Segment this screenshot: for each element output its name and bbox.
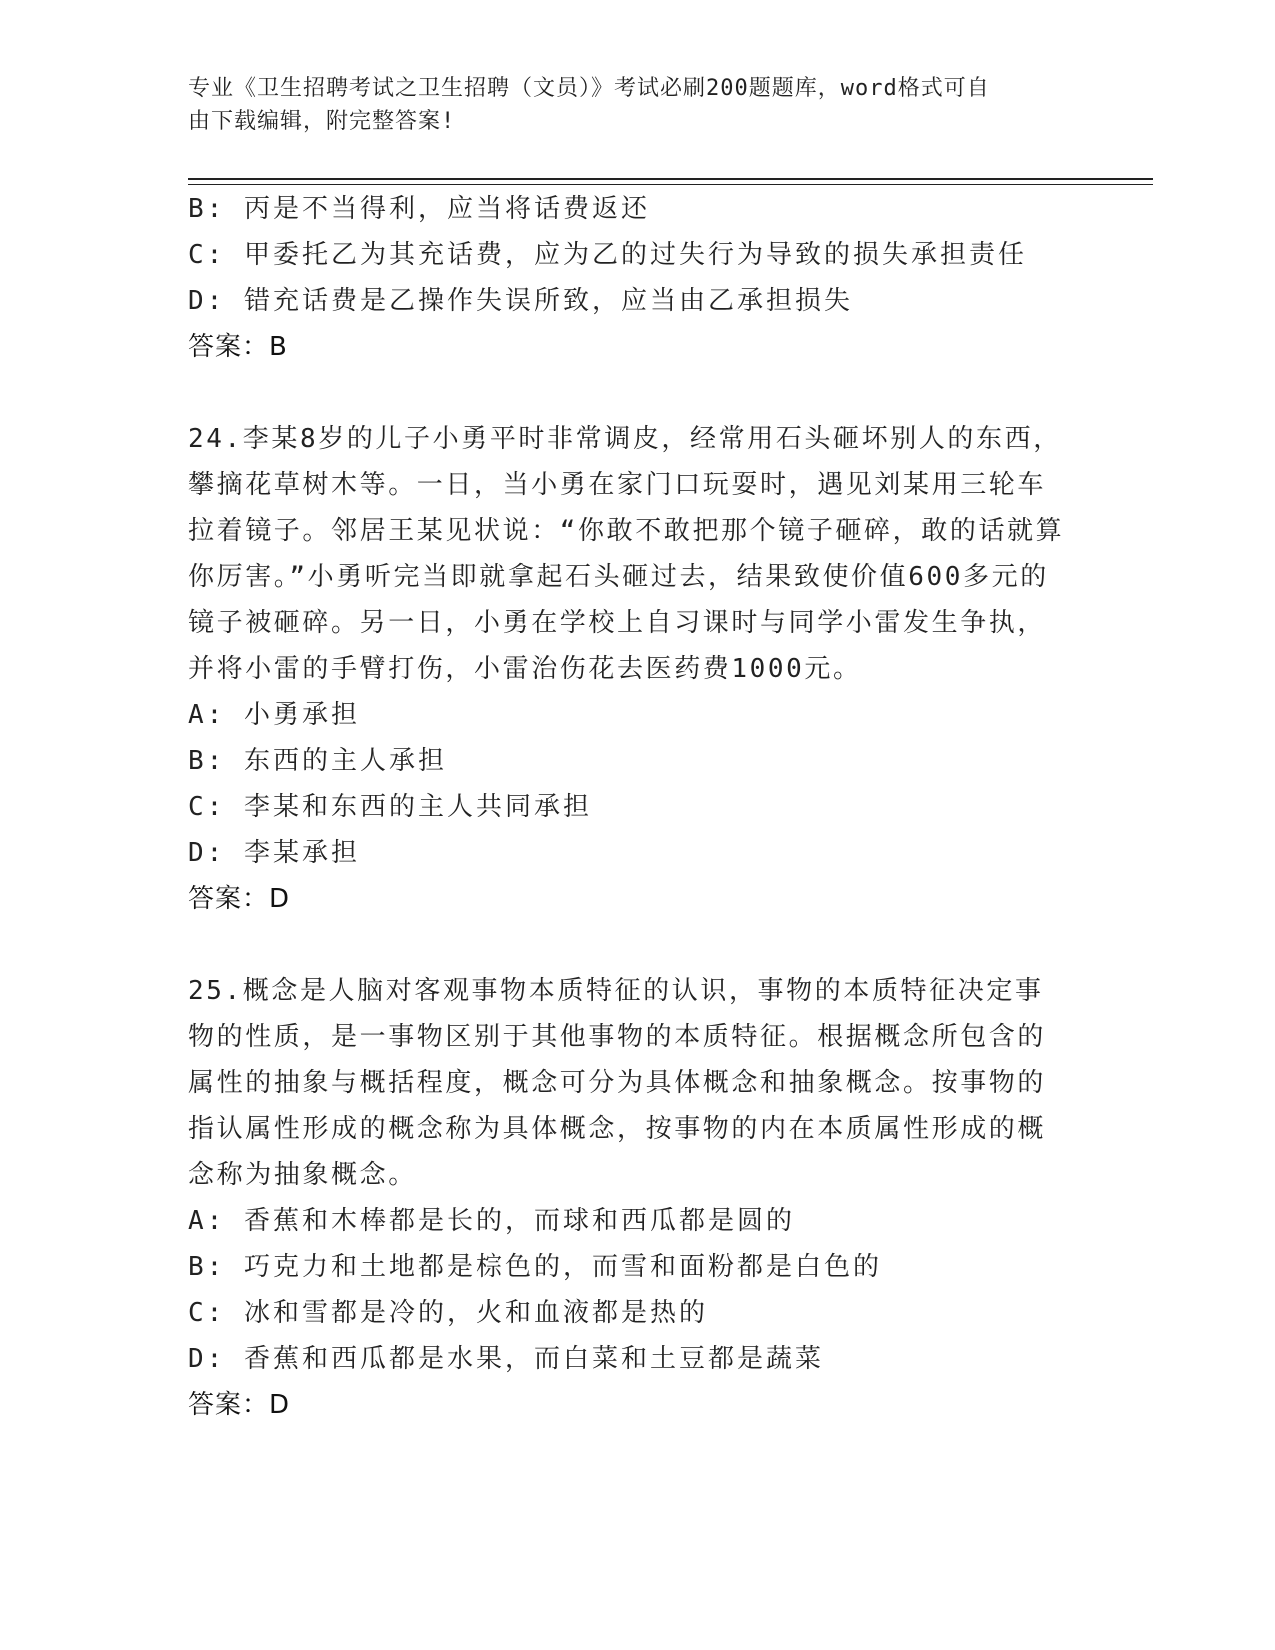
q25-option-b: B: 巧克力和土地都是棕色的，而雪和面粉都是白色的: [188, 1252, 882, 1282]
q24-answer: 答案：D: [188, 884, 291, 914]
question-23-block: [188, 186, 1068, 370]
header-rule-thin: [188, 184, 1153, 185]
question-24-block: [188, 416, 1068, 922]
document-body: [188, 186, 1068, 1428]
document-header: [188, 72, 1068, 138]
q23-option-d: D: 错充话费是乙操作失误所致，应当由乙承担损失: [188, 286, 853, 316]
q23-answer: 答案：B: [188, 332, 288, 362]
q25-option-c: C: 冰和雪都是冷的，火和血液都是热的: [188, 1298, 708, 1328]
spacer: [188, 922, 1068, 968]
q24-option-d: D: 李某承担: [188, 838, 360, 868]
q23-option-b: B: 丙是不当得利，应当将话费返还: [188, 194, 650, 224]
header-rule-thick: [188, 178, 1153, 180]
header-line-1: 专业《卫生招聘考试之卫生招聘（文员）》考试必刷200题题库，word格式可自: [188, 76, 990, 101]
q23-option-c: C: 甲委托乙为其充话费，应为乙的过失行为导致的损失承担责任: [188, 240, 1027, 270]
question-25-block: [188, 968, 1068, 1428]
spacer: [188, 370, 1068, 416]
q25-option-a: A: 香蕉和木棒都是长的，而球和西瓜都是圆的: [188, 1206, 795, 1236]
q24-stem: 24.李某8岁的儿子小勇平时非常调皮，经常用石头砸坏别人的东西，攀摘花草树木等。一日，当小勇在家门口玩耍时，遇见刘某用三轮车拉着镜子。邻居王某见状说：“你敢不敢把那个镜子砸碎，敢的话就算你厉害。”小勇听完当即就拿起石头砸过去，结果致使价值600多元的镜子被砸碎。另一日，小勇在学校上自习课时与同学小雷发生争执，并将小雷的手臂打伤，小雷治伤花去医药费1000元。: [188, 424, 1065, 684]
q25-option-d: D: 香蕉和西瓜都是水果，而白菜和土豆都是蔬菜: [188, 1344, 824, 1374]
q24-option-a: A: 小勇承担: [188, 700, 360, 730]
q25-stem: 25.概念是人脑对客观事物本质特征的认识，事物的本质特征决定事物的性质，是一事物区别于其他事物的本质特征。根据概念所包含的属性的抽象与概括程度，概念可分为具体概念和抽象概念。按事物的指认属性形成的概念称为具体概念，按事物的内在本质属性形成的概念称为抽象概念。: [188, 976, 1047, 1190]
header-line-2: 由下载编辑，附完整答案!: [188, 109, 456, 134]
q25-answer: 答案：D: [188, 1390, 291, 1420]
q24-option-c: C: 李某和东西的主人共同承担: [188, 792, 592, 822]
q24-option-b: B: 东西的主人承担: [188, 746, 447, 776]
